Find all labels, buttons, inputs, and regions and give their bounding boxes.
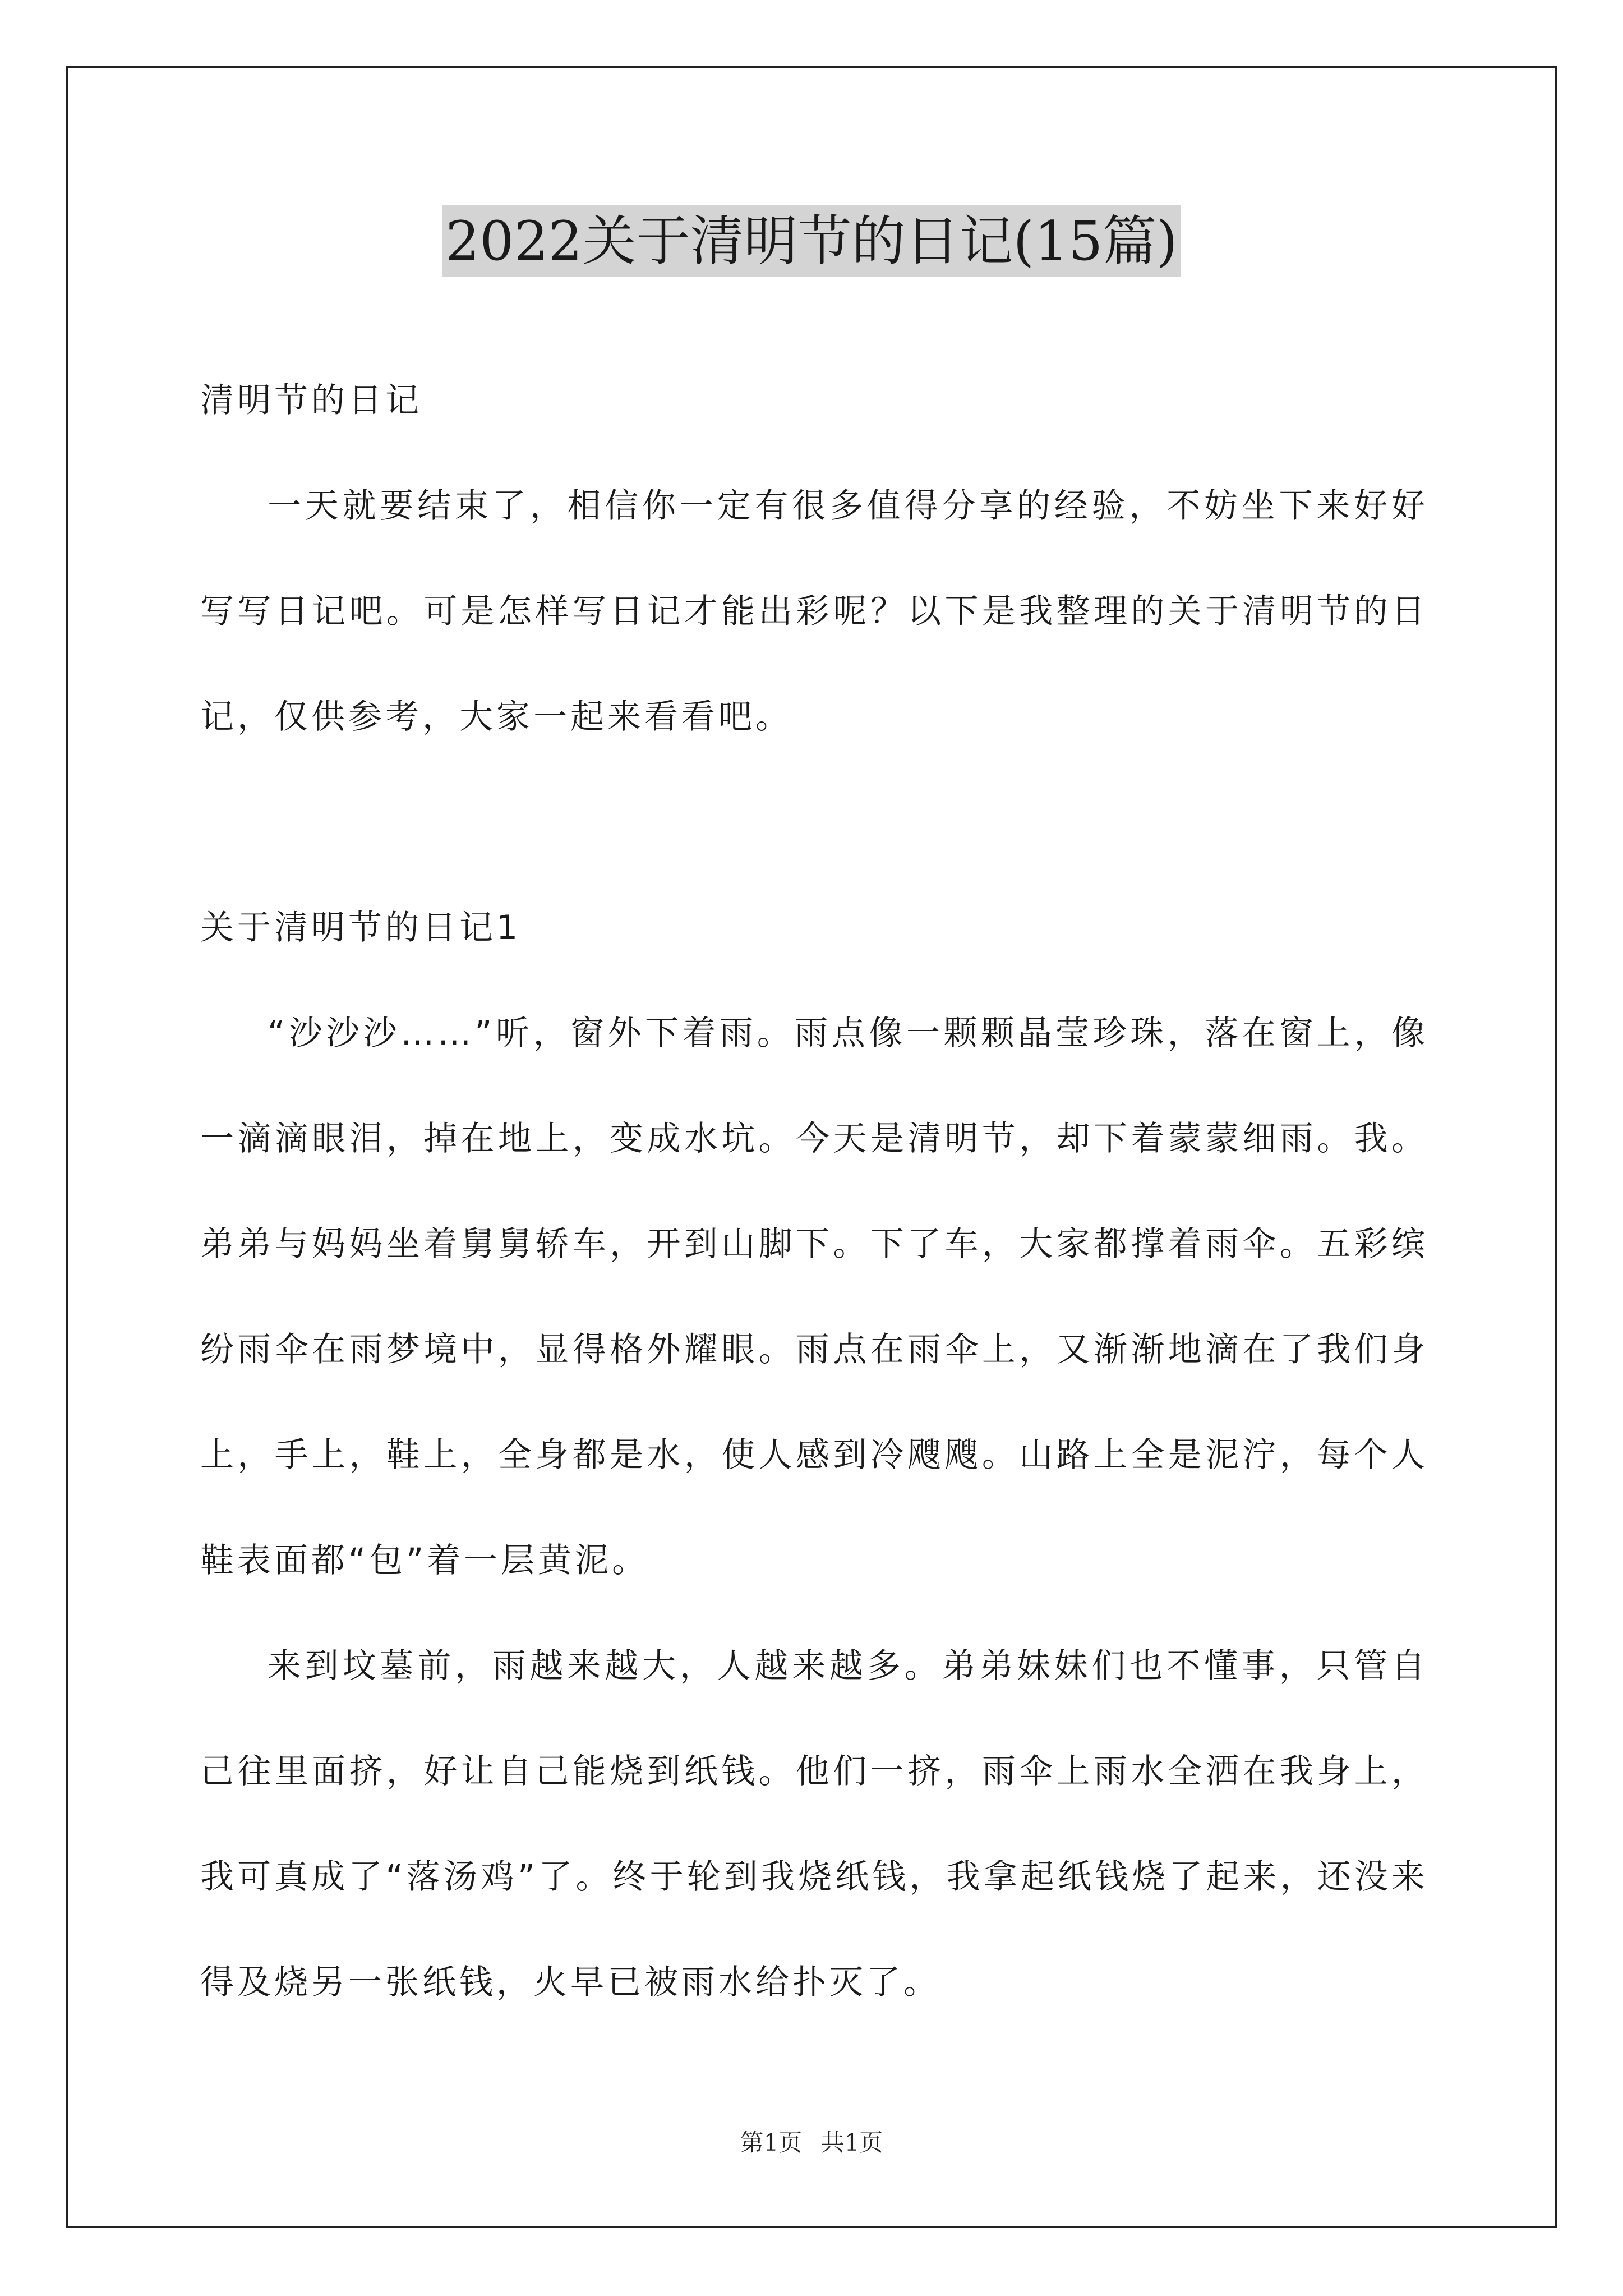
section-heading: 清明节的日记 bbox=[200, 381, 422, 420]
entry-heading: 关于清明节的日记1 bbox=[200, 908, 522, 947]
page-footer: 第1页 共1页 bbox=[740, 2129, 883, 2156]
intro-paragraph: 一天就要结束了，相信你一定有很多值得分享的经验，不妨坐下来好好写写日记吧。可是怎样写日记才能出彩呢？以下是我整理的关于清明节的日记，仅供参考，大家一起来看看吧。 bbox=[200, 486, 1428, 737]
body-paragraph-1: “沙沙沙……”听，窗外下着雨。雨点像一颗颗晶莹珍珠，落在窗上，像一滴滴眼泪，掉在地上，变成水坑。今天是清明节，却下着蒙蒙细雨。我。弟弟与妈妈坐着舅舅轿车，开到山脚下。下了车，大家都撑着雨伞。五彩缤纷雨伞在雨梦境中，显得格外耀眼。雨点在雨伞上，又渐渐地滴在了我们身上，手上，鞋上，全身都是水，使人感到冷飕飕。山路上全是泥泞，每个人鞋表面都“包”着一层黄泥。 bbox=[200, 1014, 1428, 1580]
document-title bbox=[0, 202, 1623, 280]
body-paragraph-2: 来到坟墓前，雨越来越大，人越来越多。弟弟妹妹们也不懂事，只管自己往里面挤，好让自己能烧到纸钱。他们一挤，雨伞上雨水全洒在我身上，我可真成了“落汤鸡”了。终于轮到我烧纸钱，我拿起纸钱烧了起来，还没来得及烧另一张纸钱，火早已被雨水给扑灭了。 bbox=[200, 1646, 1428, 2002]
document-title-text: 2022关于清明节的日记(15篇) bbox=[442, 205, 1181, 277]
document-body bbox=[200, 348, 1428, 2035]
